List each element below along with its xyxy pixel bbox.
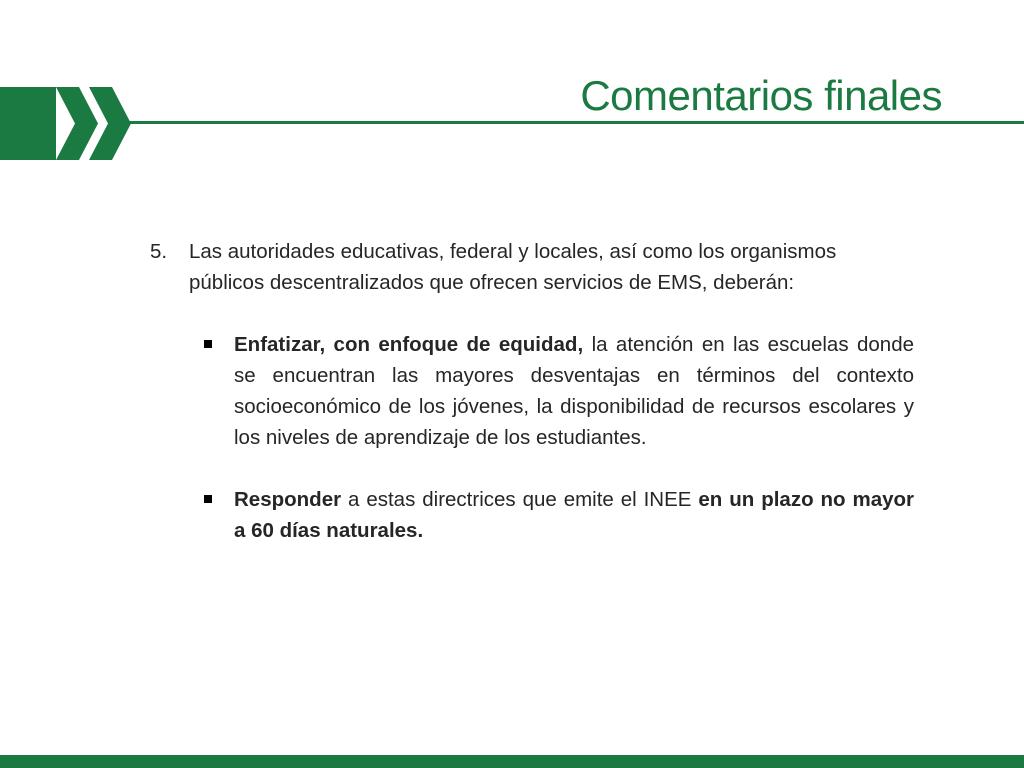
item-number: 5. (150, 240, 168, 263)
bullet-item (202, 484, 914, 546)
item-text: Las autoridades educativas, federal y locales, así como los organismos públicos descentralizados que ofrecen servicios de EMS, deberán: (189, 240, 837, 294)
bullet-text (234, 329, 914, 453)
square-bullet-icon (202, 484, 234, 546)
bullet-item (202, 329, 914, 453)
slide-content (150, 236, 914, 546)
bullet-rest: la atención en las escuelas donde se encuentran las mayores desventajas en términos del contexto socioeconómico de los jóvenes, la disponibilidad de recursos escolares y los niveles de aprendizaje de los estudiantes. (234, 333, 914, 449)
bullet-bold-lead: Responder (234, 488, 342, 511)
chevron-arrows-icon (0, 87, 140, 160)
chevron-1 (56, 87, 98, 160)
numbered-item (150, 236, 914, 298)
bullet-middle: a estas directrices que emite el INEE (341, 488, 699, 511)
square-bullet-icon (202, 329, 234, 453)
bullet-bold-lead: Enfatizar, con enfoque de equidad, (234, 333, 584, 356)
slide-title: Comentarios finales (580, 72, 942, 119)
bullet-bold-tail: en un plazo no mayor a 60 días naturales. (234, 488, 915, 542)
bullet-text (234, 484, 914, 546)
footer-bar (0, 755, 1024, 768)
